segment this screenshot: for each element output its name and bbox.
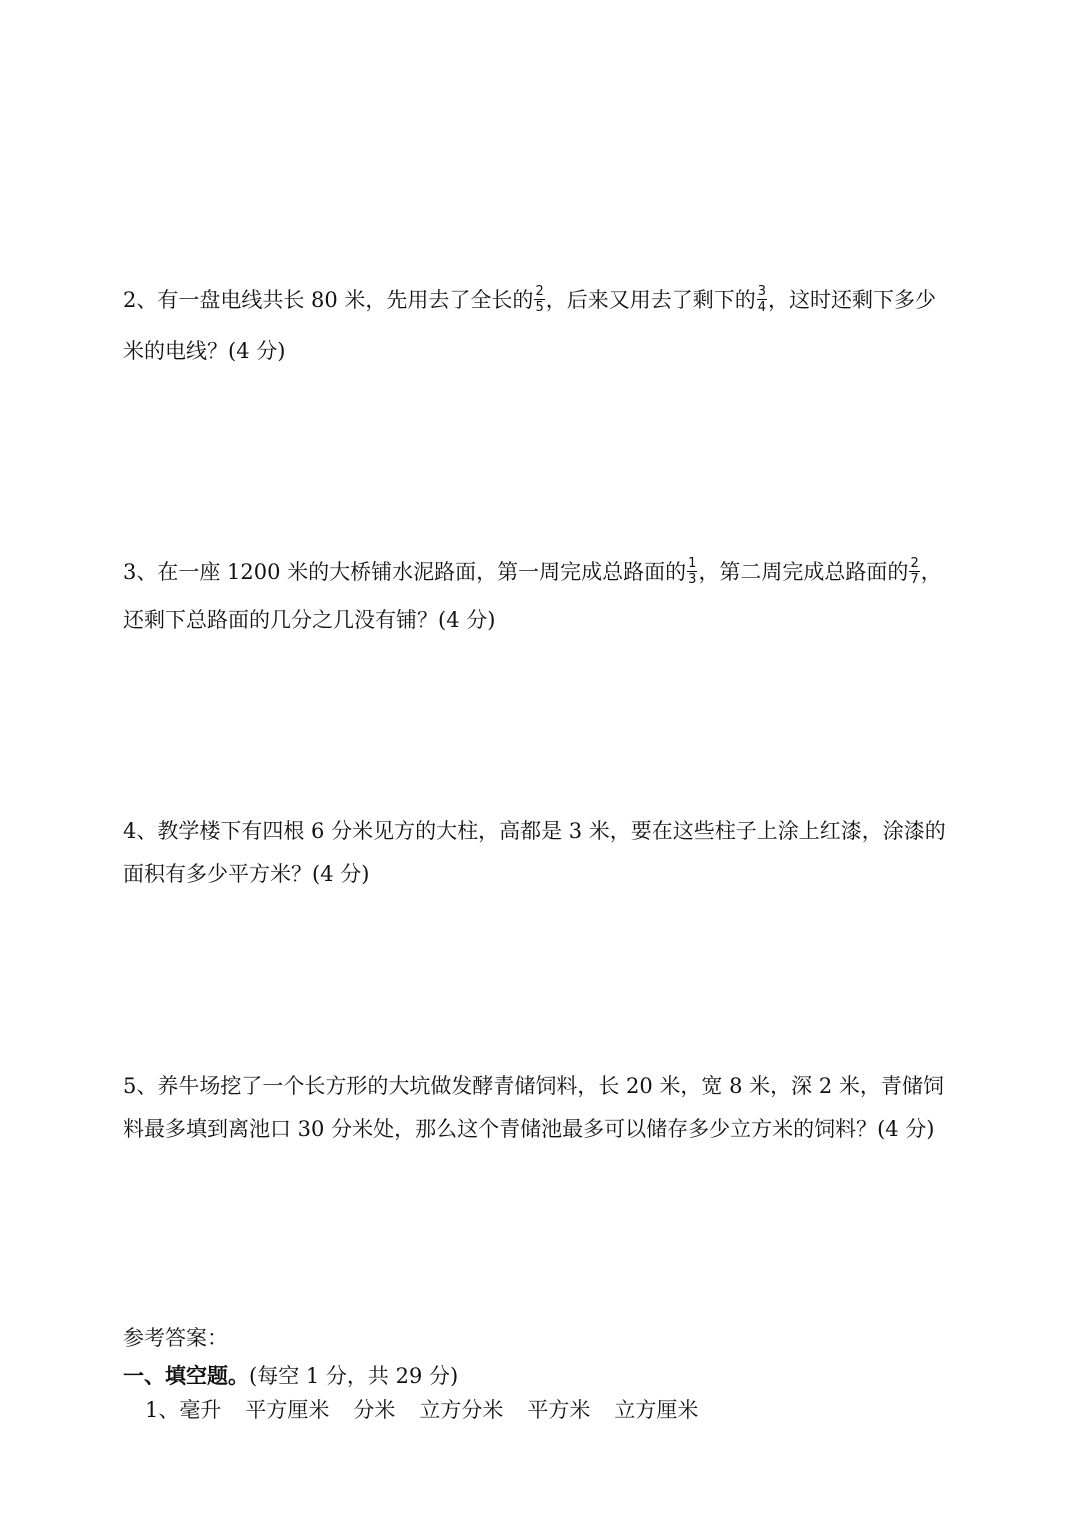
- q2-fraction-1: $\frac{2}{5}$: [535, 284, 544, 315]
- q4-line1: 4、教学楼下有四根 6 分米见方的大柱，高都是 3 米，要在这些柱子上涂上红漆，涂漆的: [123, 819, 946, 843]
- q2-fraction-2: $\frac{3}{4}$: [757, 284, 766, 315]
- q5-line1: 5、养牛场挖了一个长方形的大坑做发酵青储饲料，长 20 米，宽 8 米，深 2 米，青储饲: [123, 1074, 944, 1098]
- q3-line2: 还剩下总路面的几分之几没有铺？(4 分): [123, 608, 496, 632]
- item1-value: 平方厘米: [245, 1398, 330, 1422]
- q2-line1: [123, 285, 973, 316]
- q2-line2: 米的电线？(4 分): [123, 339, 286, 363]
- q5-line2: 料最多填到离池口 30 分米处，那么这个青储池最多可以储存多少立方米的饲料？(4 分): [123, 1117, 935, 1141]
- answers-heading: 参考答案：: [123, 1326, 228, 1350]
- item1-value: 平方米: [527, 1398, 591, 1422]
- q3-fraction-1: $\frac{1}{3}$: [688, 556, 697, 587]
- q2-text-b: ，后来又用去了剩下的: [545, 288, 756, 312]
- section1-title: 一、填空题。: [123, 1363, 249, 1388]
- q3-text-c: ，: [920, 560, 942, 584]
- answers-item1: [145, 1395, 995, 1425]
- q3-fraction-2: $\frac{2}{7}$: [910, 556, 919, 587]
- item1-prefix: 1、: [145, 1398, 180, 1422]
- item1-value: 毫升: [179, 1398, 222, 1422]
- q4-line2: 面积有多少平方米？(4 分): [123, 862, 370, 886]
- q3-text-a: 3、在一座 1200 米的大桥铺水泥路面，第一周完成总路面的: [123, 560, 687, 584]
- q2-text-a: 2、有一盘电线共长 80 米，先用去了全长的: [123, 288, 534, 312]
- item1-value: 立方分米: [419, 1398, 504, 1422]
- item1-value: 立方厘米: [614, 1398, 699, 1422]
- answers-section1: [123, 1361, 973, 1391]
- q3-text-b: ，第二周完成总路面的: [698, 560, 909, 584]
- q2-text-c: ，这时还剩下多少: [768, 288, 936, 312]
- item1-value: 分米: [353, 1398, 396, 1422]
- q3-line1: [123, 557, 973, 588]
- section1-note: (每空 1 分，共 29 分): [249, 1364, 459, 1388]
